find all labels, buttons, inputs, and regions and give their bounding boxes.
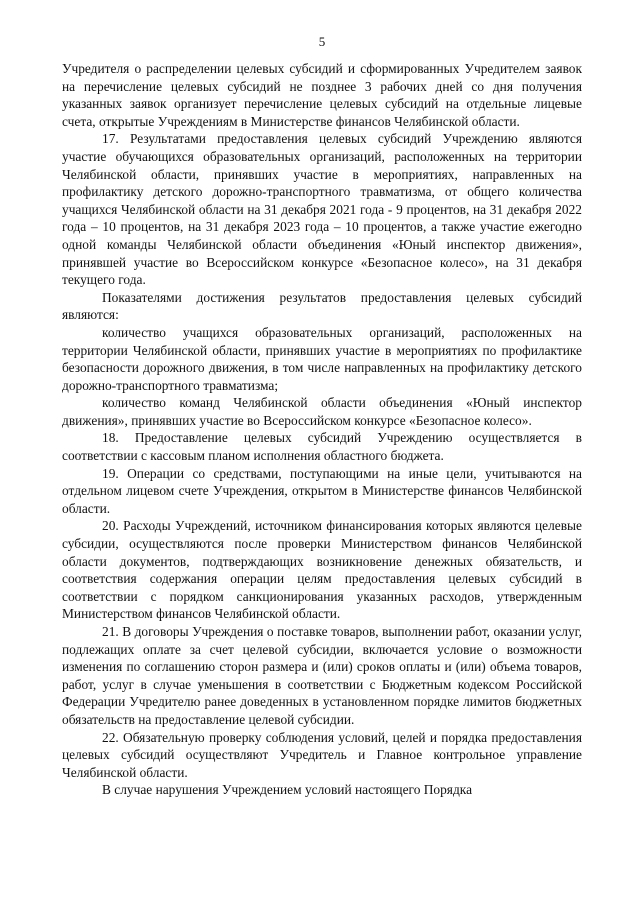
paragraph-20: 20. Расходы Учреждений, источником финансирования которых являются целевые субсидии, осуществляются после проверки Министерством финансов Челябинской области документов, подтверждающих возникновение денежных обязательств, и соответствия содержания операции целям предоставления целевых субсидий в соответствии с порядком санкционирования указанных расходов, утвержденным Министерством финансов Челябинской области.: [62, 518, 582, 622]
paragraph-violation: В случае нарушения Учреждением условий настоящего Порядка: [102, 782, 473, 798]
paragraph-continuation: Учредителя о распределении целевых субсидий и сформированных Учредителем заявок на перечисление целевых субсидий не позднее 3 рабочих дней со дня получения указанных заявок организует перечисление целевых субсидий на отдельные лицевые счета, открытые Учреждениям в Министерстве финансов Челябинской области.: [62, 61, 582, 129]
paragraph-19: 19. Операции со средствами, поступающими на иные цели, учитываются на отдельном лицевом счете Учреждения, открытом в Министерстве финансов Челябинской области.: [62, 465, 582, 516]
paragraph-indicator-students: количество учащихся образовательных организаций, расположенных на территории Челябинской области, принявших участие в мероприятиях по профилактике безопасности дорожного движения, в том числе направленных на профилактику детского дорожно-транспортного травматизма;: [62, 324, 582, 393]
document-body: [62, 60, 582, 799]
paragraph-22: 22. Обязательную проверку соблюдения условий, целей и порядка предоставления целевых субсидий осуществляют Учредитель и Главное контрольное управление Челябинской области.: [62, 729, 582, 780]
paragraph-21: 21. В договоры Учреждения о поставке товаров, выполнении работ, оказании услуг, подлежащих оплате за счет целевой субсидии, включается условие о возможности изменения по соглашению сторон размера и (или) сроков оплаты и (или) объема товаров, работ, услуг в случае уменьшения в соответствии с Бюджетным кодексом Российской Федерации Учредителю ранее доведенных в установленном порядке лимитов бюджетных обязательств на предоставление целевой субсидии.: [62, 624, 582, 727]
paragraph-indicator-teams: количество команд Челябинской области объединения «Юный инспектор движения», принявших участие во Всероссийском конкурсе «Безопасное колесо».: [62, 395, 582, 428]
paragraph-17: 17. Результатами предоставления целевых субсидий Учреждению являются участие обучающихся образовательных организаций, расположенных на территории Челябинской области, принявших участие в мероприятиях, направленных на профилактику детского дорожно-транспортного травматизма, от общего количества учащихся Челябинской области на 31 декабря 2021 года - 9 процентов, на 31 декабря 2022 года – 10 процентов, на 31 декабря 2023 года – 10 процентов, а также участие ежегодно одной команды Челябинской области объединения «Юный инспектор движения», принявшей участие во Всероссийском конкурсе «Безопасное колесо», на 31 декабря текущего года.: [62, 131, 582, 288]
page-number: 5: [318, 34, 326, 49]
paragraph-indicators: Показателями достижения результатов предоставления целевых субсидий являются:: [62, 289, 582, 323]
paragraph-18: 18. Предоставление целевых субсидий Учреждению осуществляется в соответствии с кассовым планом исполнения областного бюджета.: [62, 430, 582, 464]
